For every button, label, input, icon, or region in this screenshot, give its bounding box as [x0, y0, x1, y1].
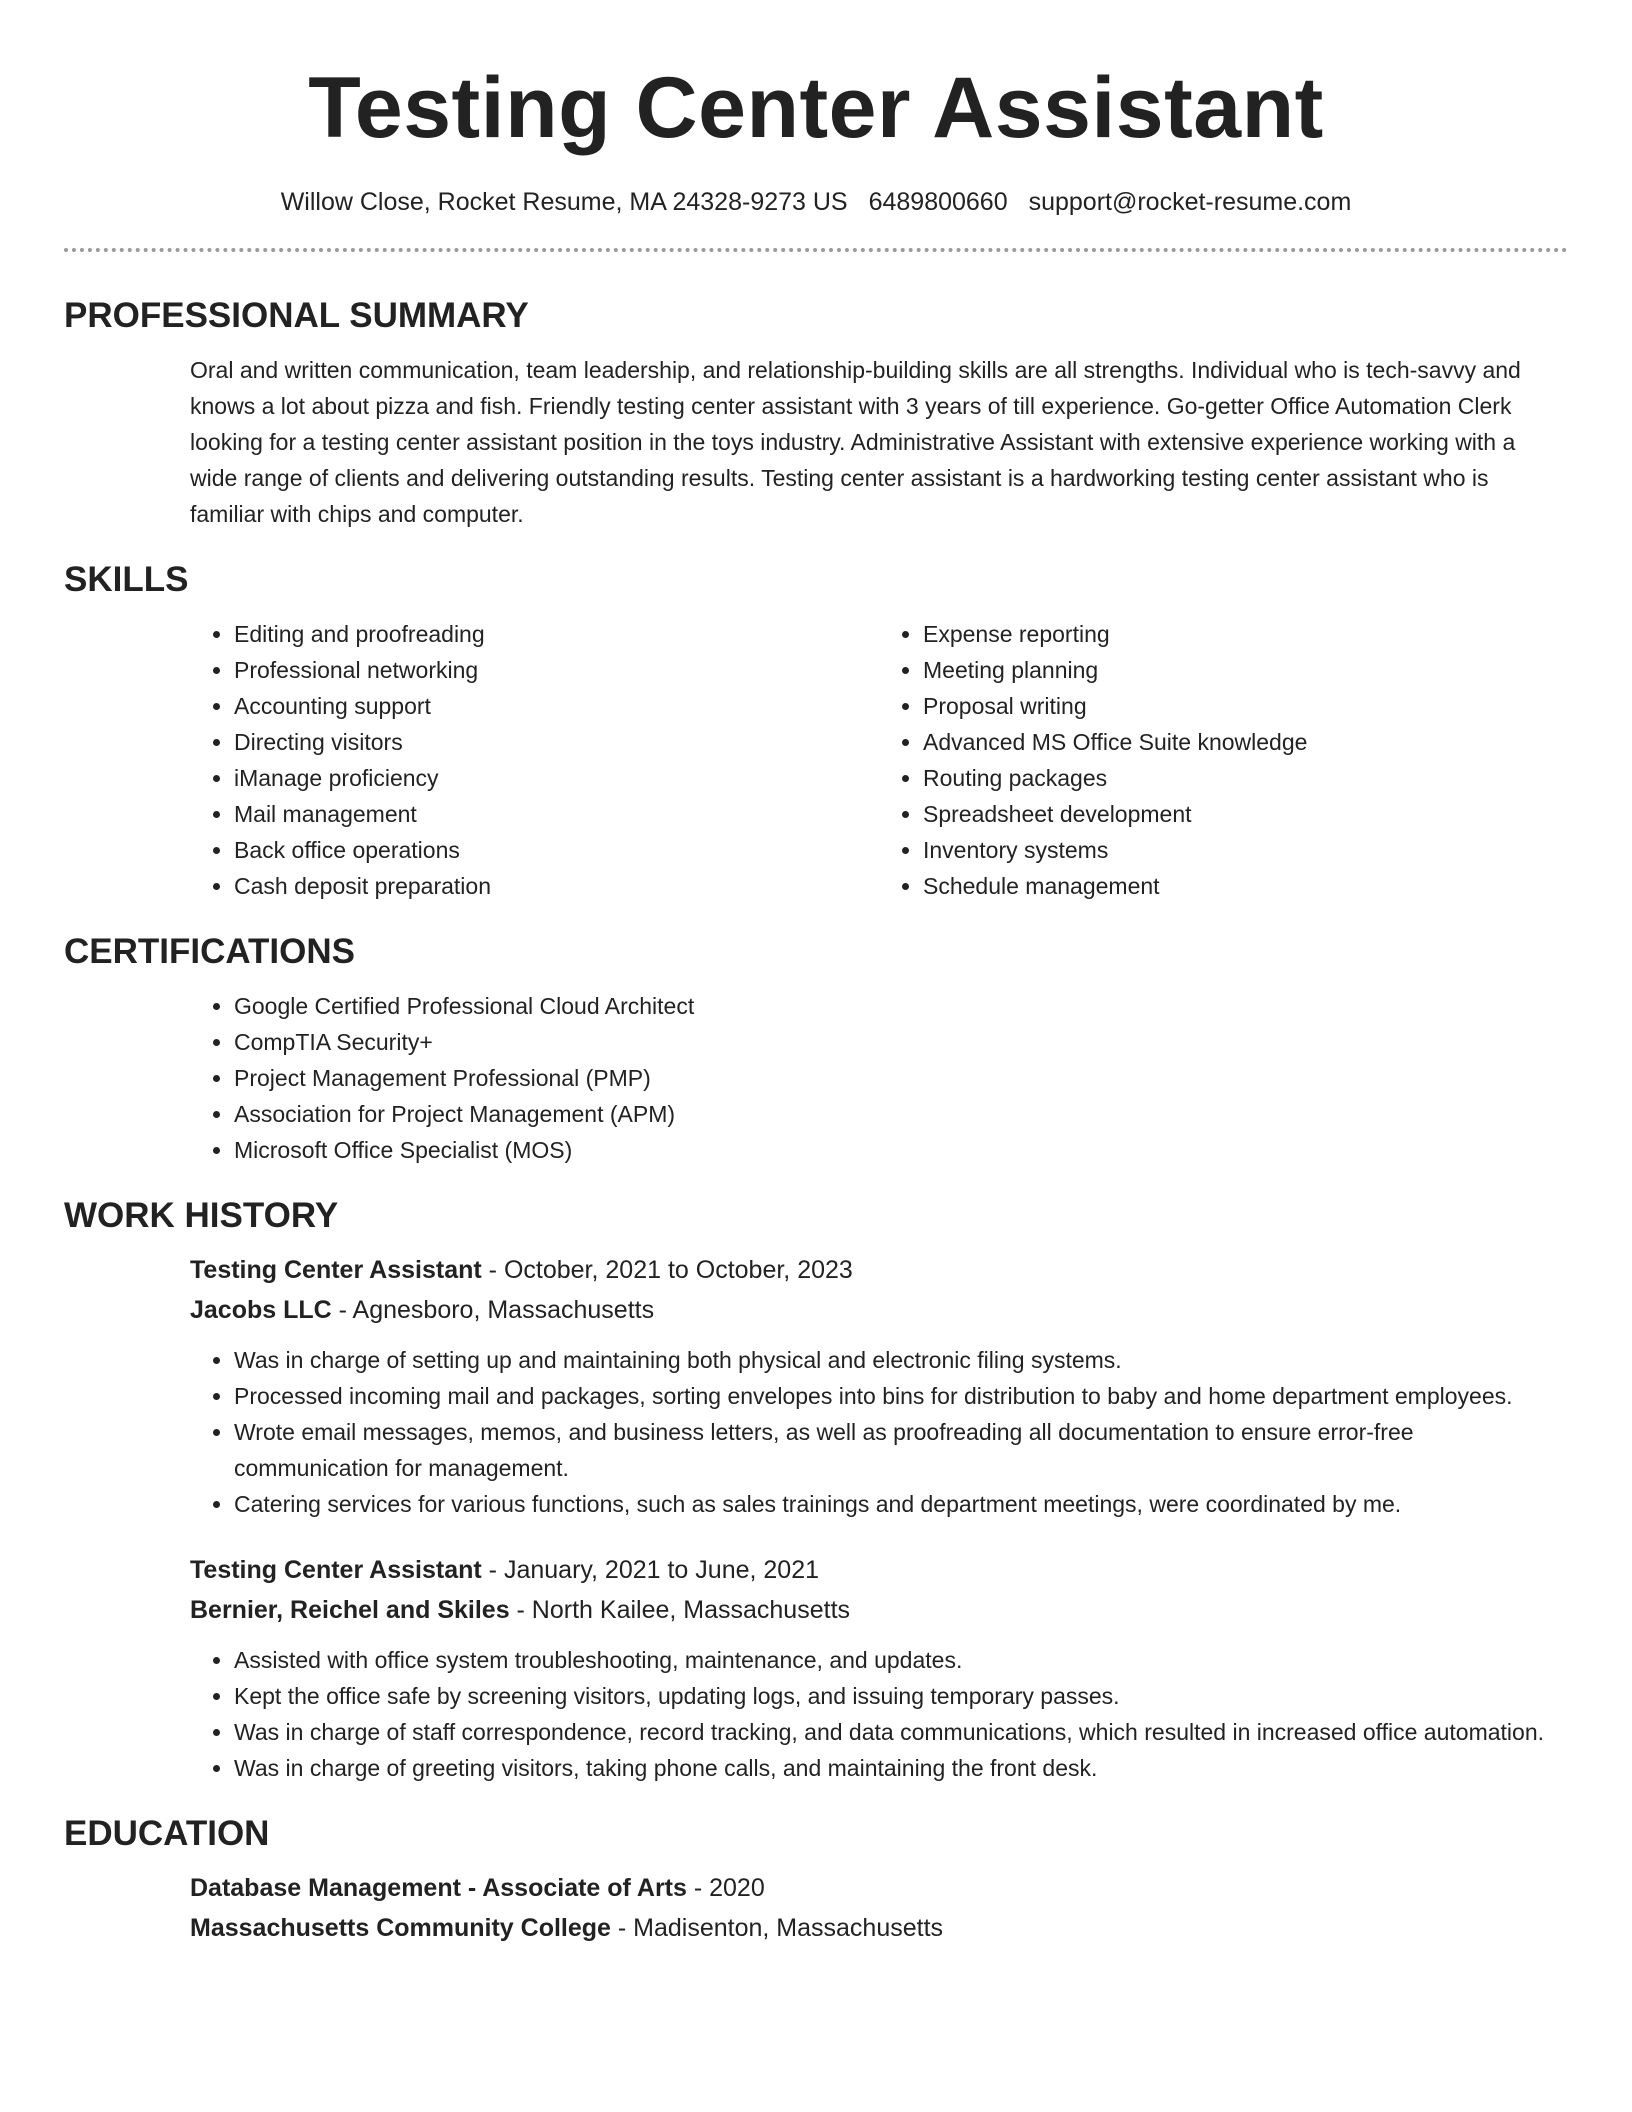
skill-item: • Proposal writing: [923, 688, 1568, 724]
company-line: [190, 1290, 1568, 1330]
summary-section: [190, 352, 1568, 532]
header-divider: [64, 248, 1568, 252]
skill-item: • iManage proficiency: [234, 760, 879, 796]
education-heading: EDUCATION: [64, 1814, 270, 1853]
skill-item: • Cash deposit preparation: [234, 868, 879, 904]
skill-item: • Professional networking: [234, 652, 879, 688]
job-dates: - October, 2021 to October, 2023: [481, 1256, 853, 1284]
job-title-line: [190, 1550, 1568, 1590]
school-location: - Madisenton, Massachusetts: [610, 1914, 944, 1942]
company-location: - North Kailee, Massachusetts: [509, 1596, 851, 1624]
candidate-name: Testing Center Assistant: [308, 60, 1324, 156]
degree-line: [190, 1868, 1568, 1908]
job-duty: • Assisted with office system troubleshooting, maintenance, and updates.: [234, 1642, 1568, 1678]
company-location: - Agnesboro, Massachusetts: [331, 1296, 655, 1324]
company-line: [190, 1590, 1568, 1630]
resume-page: [64, 0, 1568, 1948]
contact-address: Willow Close, Rocket Resume, MA 24328-9273 US: [280, 188, 848, 216]
skill-item: • Routing packages: [923, 760, 1568, 796]
job-entry: [190, 1250, 1568, 1522]
skill-item: • Mail management: [234, 796, 879, 832]
company-name: Jacobs LLC: [190, 1296, 332, 1324]
skill-item: • Spreadsheet development: [923, 796, 1568, 832]
job-duties-list: [190, 1642, 1568, 1786]
summary-text: Oral and written communication, team leadership, and relationship-building skills are all strengths. Individual who is tech-savvy and knows a lot about pizza and fish. Friendly testing center assistant with 3 years of till experience. Go-getter Office Automation Clerk looking for a testing center assistant position in the toys industry. Administrative Assistant with extensive experience working with a wide range of clients and delivering outstanding results. Testing center assistant is a hardworking testing center assistant who is familiar with chips and computer.: [190, 357, 1521, 527]
skill-item: • Accounting support: [234, 688, 879, 724]
skills-column-right: [879, 616, 1568, 904]
job-duty: • Was in charge of greeting visitors, taking phone calls, and maintaining the front desk.: [234, 1750, 1568, 1786]
skill-item: • Inventory systems: [923, 832, 1568, 868]
job-duty: • Was in charge of staff correspondence, record tracking, and data communications, which resulted in increased office automation.: [234, 1714, 1568, 1750]
certification-item: • Google Certified Professional Cloud Architect: [234, 988, 1568, 1024]
school-name: Massachusetts Community College: [190, 1914, 611, 1942]
certification-item: • Microsoft Office Specialist (MOS): [234, 1132, 1568, 1168]
job-role: Testing Center Assistant: [190, 1556, 482, 1584]
job-duty: • Wrote email messages, memos, and business letters, as well as proofreading all documentation to ensure error-free communication for management.: [234, 1414, 1568, 1486]
certifications-section: [190, 988, 1568, 1168]
job-title-line: [190, 1250, 1568, 1290]
skills-list: [190, 616, 1568, 904]
company-name: Bernier, Reichel and Skiles: [190, 1596, 510, 1624]
job-dates: - January, 2021 to June, 2021: [481, 1556, 820, 1584]
job-duty: • Catering services for various functions, such as sales trainings and department meetings, were coordinated by me.: [234, 1486, 1568, 1522]
certifications-heading: CERTIFICATIONS: [64, 932, 356, 971]
job-role: Testing Center Assistant: [190, 1256, 482, 1284]
contact-email: support@rocket-resume.com: [1028, 188, 1352, 216]
job-duty: • Processed incoming mail and packages, sorting envelopes into bins for distribution to baby and home department employees.: [234, 1378, 1568, 1414]
job-entry: [190, 1550, 1568, 1786]
skill-item: • Advanced MS Office Suite knowledge: [923, 724, 1568, 760]
degree-name: Database Management - Associate of Arts: [190, 1874, 687, 1902]
skill-item: • Directing visitors: [234, 724, 879, 760]
skill-item: • Expense reporting: [923, 616, 1568, 652]
job-duties-list: [190, 1342, 1568, 1522]
school-line: [190, 1908, 1568, 1948]
certification-item: • CompTIA Security+: [234, 1024, 1568, 1060]
job-duty: • Was in charge of setting up and maintaining both physical and electronic filing systems.: [234, 1342, 1568, 1378]
skill-item: • Meeting planning: [923, 652, 1568, 688]
education-entry: [190, 1868, 1568, 1948]
skills-column-left: [190, 616, 879, 904]
certification-item: • Project Management Professional (PMP): [234, 1060, 1568, 1096]
skill-item: • Back office operations: [234, 832, 879, 868]
certifications-list: [190, 988, 1568, 1168]
summary-heading: PROFESSIONAL SUMMARY: [64, 296, 529, 335]
skill-item: • Editing and proofreading: [234, 616, 879, 652]
skill-item: • Schedule management: [923, 868, 1568, 904]
certification-item: • Association for Project Management (APM): [234, 1096, 1568, 1132]
job-duty: • Kept the office safe by screening visitors, updating logs, and issuing temporary passes.: [234, 1678, 1568, 1714]
degree-year: - 2020: [686, 1874, 765, 1902]
skills-heading: SKILLS: [64, 560, 189, 599]
contact-line: [64, 186, 1568, 218]
work-history-heading: WORK HISTORY: [64, 1196, 339, 1235]
contact-phone: 6489800660: [868, 188, 1008, 216]
